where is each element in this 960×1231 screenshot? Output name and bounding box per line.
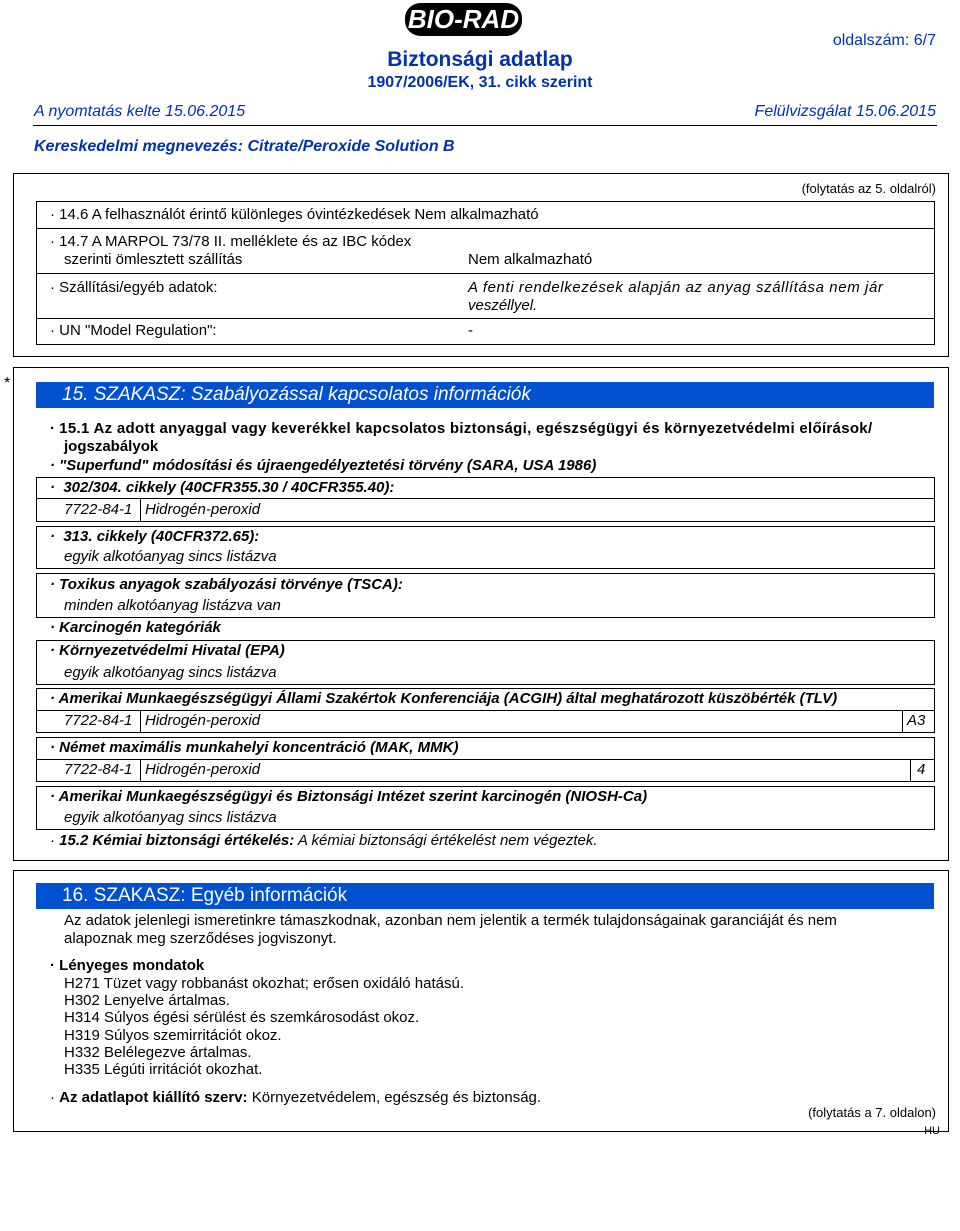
- acgih-heading-text: Amerikai Munkaegészségügyi Állami Szakértok Konferenciája (ACGIH) által meghatározott küszöbérték (TLV): [58, 690, 838, 707]
- hazard-phrase: H271 Tüzet vagy robbanást okozhat; erősen oxidáló hatású.: [64, 975, 464, 992]
- row-divider: [37, 228, 934, 229]
- tsca-heading-text: Toxikus anyagok szabályozási törvénye (TSCA):: [59, 576, 403, 593]
- un-regulation-value: -: [468, 322, 473, 339]
- niosh-value: egyik alkotóanyag sincs listázva: [64, 809, 277, 826]
- un-regulation-label: · UN "Model Regulation":: [50, 322, 217, 339]
- print-date: A nyomtatás kelte 15.06.2015: [34, 103, 246, 120]
- hazard-phrase: H319 Súlyos szemirritációt okoz.: [64, 1027, 282, 1044]
- transport-value-2: veszéllyel.: [468, 297, 538, 314]
- row-14-7-label-1: · 14.7 A MARPOL 73/78 II. melléklete és az IBC kódex: [50, 233, 412, 250]
- change-marker: *: [4, 375, 11, 392]
- row-14-7-label-text: 14.7 A MARPOL 73/78 II. melléklete és az IBC kódex: [59, 233, 412, 250]
- carcinogen-heading: · Karcinogén kategóriák: [50, 619, 221, 636]
- hazard-phrase: H314 Súlyos égési sérülést és szemkárosodást okoz.: [64, 1009, 420, 1026]
- column-divider: [910, 759, 911, 781]
- section-15-2-value: A kémiai biztonsági értékelést nem végeztek.: [297, 832, 598, 849]
- mak-name: Hidrogén-peroxid: [145, 761, 261, 778]
- s302-name: Hidrogén-peroxid: [145, 501, 261, 518]
- section-15-1: · 15.1 Az adott anyaggal vagy keverékkel kapcsolatos biztonsági, egészségügyi és környezetvédelmi előírások/: [50, 420, 873, 437]
- row-divider: [37, 273, 934, 274]
- hazard-phrase: H332 Belélegezve ártalmas.: [64, 1044, 252, 1061]
- hazard-phrase: H302 Lenyelve ártalmas.: [64, 992, 230, 1009]
- column-divider: [140, 710, 141, 732]
- sara-heading-text: "Superfund" módosítási és újraengedélyeztetési törvény (SARA, USA 1986): [59, 457, 597, 474]
- row-divider: [37, 318, 934, 319]
- section-16-intro-1: Az adatok jelenlegi ismeretinkre támaszkodnak, azonban nem jelentik a termék tulajdonságainak garanciáját és nem: [64, 912, 837, 929]
- row-divider: [37, 498, 934, 499]
- document-title: Biztonsági adatlap: [387, 48, 573, 71]
- tsca-heading: · Toxikus anyagok szabályozási törvénye (TSCA):: [50, 576, 403, 593]
- issuer-value: Környezetvédelem, egészség és biztonság.: [251, 1089, 542, 1106]
- column-divider: [140, 759, 141, 781]
- transport-label: · Szállítási/egyéb adatok:: [50, 279, 218, 296]
- section-15-2: · 15.2 Kémiai biztonsági értékelés: A kémiai biztonsági értékelést nem végeztek.: [50, 832, 598, 849]
- transport-value-1: A fenti rendelkezések alapján az anyag szállítása nem jár: [468, 279, 884, 296]
- mak-heading: · Német maximális munkahelyi koncentráció (MAK, MMK): [50, 739, 459, 756]
- relevant-phrases-label-text: Lényeges mondatok: [59, 957, 205, 974]
- row-14-6-label: 14.6 A felhasználót érintő különleges óvintézkedések: [59, 206, 411, 223]
- acgih-value: A3: [907, 712, 926, 729]
- column-divider: [902, 710, 903, 732]
- s313-heading: · 313. cikkely (40CFR372.65):: [50, 528, 260, 545]
- s302-heading-text: 302/304. cikkely (40CFR355.30 / 40CFR355.40):: [63, 479, 395, 496]
- document-subtitle: 1907/2006/EK, 31. cikk szerint: [367, 74, 593, 91]
- mak-heading-text: Német maximális munkahelyi koncentráció (MAK, MMK): [59, 739, 459, 756]
- language-code: HU: [924, 1125, 940, 1137]
- header-divider: [33, 125, 937, 126]
- section-16-heading: 16. SZAKASZ: Egyéb információk: [36, 883, 934, 909]
- niosh-heading-text: Amerikai Munkaegészségügyi és Biztonsági Intézet szerint karcinogén (NIOSH-Ca): [58, 788, 648, 805]
- issuer-label: Az adatlapot kiállító szerv:: [59, 1089, 248, 1106]
- acgih-cas: 7722-84-1: [64, 712, 133, 729]
- bio-rad-logo: [405, 3, 522, 36]
- mak-value: 4: [917, 761, 926, 778]
- s302-heading: · 302/304. cikkely (40CFR355.30 / 40CFR355.40):: [50, 479, 395, 496]
- continued-on: (folytatás a 7. oldalon): [808, 1105, 936, 1120]
- row-divider: [37, 759, 934, 760]
- transport-label-text: Szállítási/egyéb adatok:: [59, 279, 218, 296]
- row-divider: [37, 710, 934, 711]
- section-15-2-label: 15.2 Kémiai biztonsági értékelés:: [59, 832, 295, 849]
- column-divider: [140, 498, 141, 521]
- un-regulation-label-text: UN "Model Regulation":: [59, 322, 217, 339]
- section-15-1-text: 15.1 Az adott anyaggal vagy keverékkel kapcsolatos biztonsági, egészségügyi és környezetvédelmi előírások/: [59, 420, 873, 437]
- page-number: oldalszám: 6/7: [832, 32, 936, 49]
- section-15-1-cont: jogszabályok: [64, 438, 159, 455]
- issuer-line: · Az adatlapot kiállító szerv: Környezetvédelem, egészség és biztonság.: [50, 1089, 542, 1106]
- row-14-6-value: Nem alkalmazható: [414, 206, 539, 223]
- epa-heading-text: Környezetvédelmi Hivatal (EPA): [59, 642, 285, 659]
- section-15-heading: 15. SZAKASZ: Szabályozással kapcsolatos információk: [36, 382, 934, 408]
- s302-cas: 7722-84-1: [64, 501, 133, 518]
- row-14-7-label-2: szerinti ömlesztett szállítás: [64, 251, 243, 268]
- epa-value: egyik alkotóanyag sincs listázva: [64, 664, 277, 681]
- niosh-heading: · Amerikai Munkaegészségügyi és Biztonsági Intézet szerint karcinogén (NIOSH-Ca): [50, 788, 648, 805]
- epa-heading: · Környezetvédelmi Hivatal (EPA): [50, 642, 285, 659]
- acgih-name: Hidrogén-peroxid: [145, 712, 261, 729]
- sara-heading: · "Superfund" módosítási és újraengedélyeztetési törvény (SARA, USA 1986): [50, 457, 597, 474]
- row-14-7-value: Nem alkalmazható: [468, 251, 593, 268]
- hazard-phrase: H335 Légúti irritációt okozhat.: [64, 1061, 263, 1078]
- continued-from: (folytatás az 5. oldalról): [801, 181, 936, 196]
- s313-heading-text: 313. cikkely (40CFR372.65):: [63, 528, 260, 545]
- review-date: Felülvizsgálat 15.06.2015: [754, 103, 936, 120]
- trade-name: Kereskedelmi megnevezés: Citrate/Peroxide Solution B: [34, 138, 455, 155]
- row-14-6: · 14.6 A felhasználót érintő különleges óvintézkedések Nem alkalmazható: [50, 206, 539, 223]
- logo-text: BIO-RAD: [407, 4, 520, 34]
- tsca-value: minden alkotóanyag listázva van: [64, 597, 281, 614]
- mak-cas: 7722-84-1: [64, 761, 133, 778]
- relevant-phrases-label: · Lényeges mondatok: [50, 957, 205, 974]
- s313-value: egyik alkotóanyag sincs listázva: [64, 548, 277, 565]
- section-16-intro-2: alapoznak meg szerződéses jogviszonyt.: [64, 930, 337, 947]
- carcinogen-heading-text: Karcinogén kategóriák: [59, 619, 221, 636]
- acgih-heading: · Amerikai Munkaegészségügyi Állami Szakértok Konferenciája (ACGIH) által meghatározott küszöbérték (TLV): [50, 690, 838, 707]
